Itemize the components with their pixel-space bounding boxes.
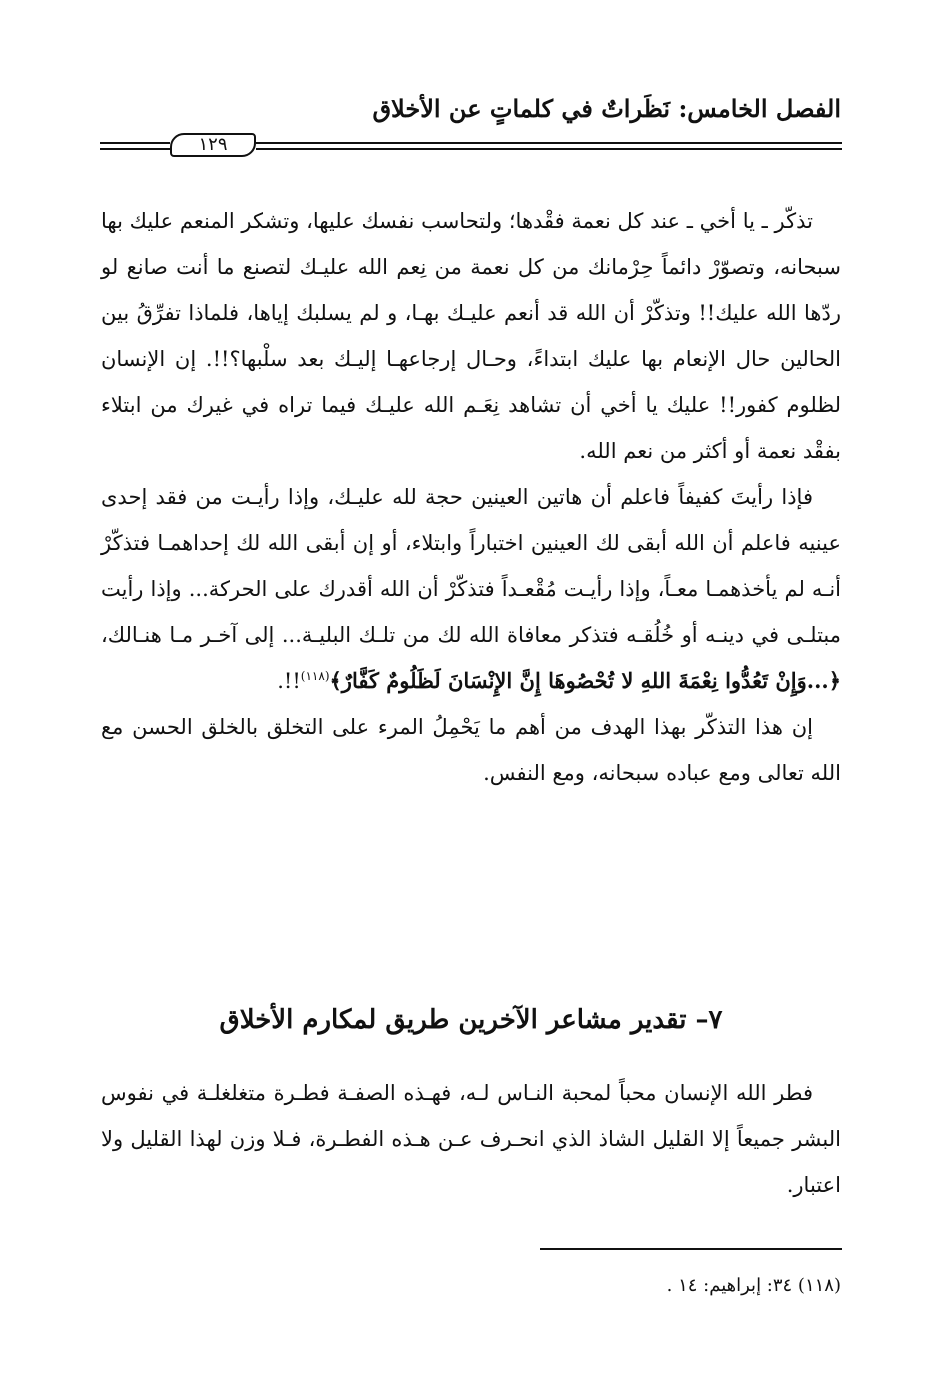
header-rule-line [100, 142, 170, 144]
paragraph: فطر الله الإنسان محباً لمحبة النـاس لـه، فهـذه الصفـة فطـرة متغلغلـة في نفوس البشر جميعاً إلا القليل الشاذ الذي انحـرف عـن هـذه الفطـرة، فـلا وزن لهذا القليل ولا اعتبار. [101, 1081, 841, 1197]
header-rule [100, 133, 842, 157]
body-text [101, 198, 841, 796]
paragraph: إن هذا التذكّر بهذا الهدف من أهم ما يَحْمِلُ المرء على التخلق بالخلق الحسن مع الله تعالى ومع عباده سبحانه، ومع النفس. [101, 715, 841, 785]
footnote-ref: (١١٨) [300, 669, 330, 683]
paragraph: تذكّر ـ يا أخي ـ عند كل نعمة فقْدها؛ ولتحاسب نفسك عليها، وتشكر المنعم عليك بها سبحانه، وتصوّرْ دائماً حِرْمانك من كل نعمة من نِعم الله عليـك لتصنع ما أنت صانع لو ردّها الله عليك!! وتذكّرْ أن الله قد أنعم عليـك بهـا، و لم يسلبك إياها، فلماذا تفرِّقُ بين الحالين حال الإنعام بها عليك ابتداءً، وحـال إرجاعهـا إليـك بعد سلْبها؟!!. إن الإنسان لظلوم كفور!! عليك يا أخي أن تشاهد نِعَـم الله عليـك فيما تراه في غيرك من ابتلاء بفقْد نعمة أو أكثر من نعم الله. [101, 209, 841, 463]
footnote: (١١٨) ٣٤: إبراهيم: ١٤ . [666, 1275, 841, 1296]
quran-verse: ﴿...وَإِنْ تَعُدُّوا نِعْمَةَ اللهِ لا تُحْصُوهَا إِنَّ الإِنْسَانَ لَظَلُومٌ كَفَّارٌ﴾ [329, 668, 841, 693]
verse-tail: !!. [277, 669, 301, 693]
paragraph [101, 474, 841, 704]
running-header: الفصل الخامس: نَظَراتٌ في كلماتٍ عن الأخلاق [372, 94, 841, 123]
page-number: ١٢٩ [170, 133, 256, 157]
header-rule-line [100, 148, 170, 150]
section-heading: ٧– تقدير مشاعر الآخرين طريق لمكارم الأخلاق [219, 1005, 723, 1035]
section-body [101, 1070, 841, 1208]
header-rule-line [256, 148, 842, 150]
paragraph-text: فإذا رأيتَ كفيفاً فاعلم أن هاتين العينين حجة لله عليـك، وإذا رأيـت من فقد إحدى عينيه فاعلم أن الله أبقى لك العينين اختباراً وابتلاء، أو إن أبقى الله لك إحداهمـا فتذكّرْ أنـه لم يأخذهمـا معـاً، وإذا رأيـت مُقْعـداً فتذكّرْ أن الله أقدرك على الحركة... وإذا رأيت مبتلـى في دينـه أو خُلُقـه فتذكر معافاة الله لك من تلـك البليـة... إلى آخـر مـا هنـالك، [101, 485, 841, 647]
header-rule-line [256, 142, 842, 144]
footnote-separator [540, 1248, 842, 1250]
